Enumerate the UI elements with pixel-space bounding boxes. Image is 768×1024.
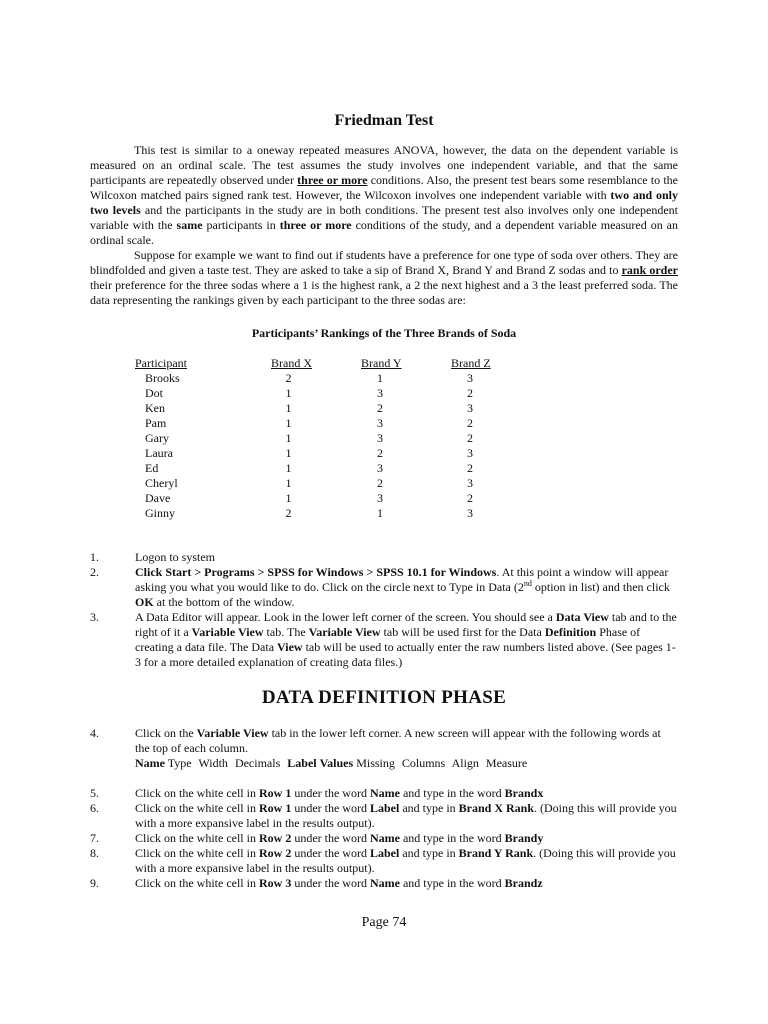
step-number: 4. <box>90 726 99 740</box>
text-segment: Measure <box>485 756 528 770</box>
rank-value: 2 <box>377 446 383 460</box>
text-segment: two and only two levels <box>90 188 678 217</box>
text-segment: Click on the white cell in <box>135 786 259 800</box>
participant-name: Gary <box>145 431 169 445</box>
table-row <box>135 476 501 491</box>
step-text <box>135 726 678 756</box>
page-number: Page 74 <box>361 915 407 930</box>
text-segment: Row 3 <box>258 876 292 890</box>
step-text <box>135 801 678 831</box>
step-number: 5. <box>90 786 99 800</box>
table-row <box>135 431 501 446</box>
text-segment: under the word <box>291 801 370 815</box>
text-segment: option in list) and then click <box>531 580 670 594</box>
rank-value: 3 <box>467 371 473 385</box>
step-text <box>135 610 678 670</box>
steps-list-setup <box>90 550 678 670</box>
text-segment: three or more <box>297 173 368 187</box>
step-item <box>90 565 678 610</box>
brand-y-rank <box>361 506 451 521</box>
table-row <box>135 446 501 461</box>
text-segment: and type in the word <box>399 831 505 845</box>
brand-y-rank <box>361 491 451 506</box>
text-segment: same <box>176 218 203 232</box>
rank-value: 1 <box>285 491 292 505</box>
table-row <box>135 371 501 386</box>
text-segment: Type <box>167 756 192 770</box>
rankings-table <box>135 356 501 521</box>
rank-value: 3 <box>467 506 473 520</box>
text-segment: their preference for the three sodas where a 1 is the highest rank, a 2 the next highest and a 3 the least preferred soda. The data representing the rankings given by each participant to the three sodas are: <box>90 278 678 307</box>
text-segment: and type in <box>399 846 459 860</box>
text-segment: This test is similar to a oneway repeated measures ANOVA, however, the data on the dependent variable is measured on an ordinal scale. The test assumes the study involves one independent variable, and that the same participants are repeatedly observed under <box>90 143 678 187</box>
brand-y-rank <box>361 416 451 431</box>
participant-name: Ed <box>145 461 159 475</box>
text-segment: participants in <box>202 218 280 232</box>
text-segment: Brand Y Rank <box>458 846 534 860</box>
text-segment: View <box>277 640 303 654</box>
step-text <box>135 550 678 565</box>
rank-value: 3 <box>467 446 473 460</box>
rank-value: 3 <box>377 491 383 505</box>
participant-name: Laura <box>145 446 173 460</box>
brand-z-rank <box>451 476 501 491</box>
step-item <box>90 726 678 771</box>
text-segment: Label <box>369 846 400 860</box>
table-row <box>135 401 501 416</box>
step-item <box>90 876 678 891</box>
rank-value: 2 <box>467 491 473 505</box>
rank-value: 2 <box>467 431 473 445</box>
text-segment: . (Doing this will provide you with a more expansive label in the results output). <box>135 801 677 830</box>
participant-name: Cheryl <box>145 476 178 490</box>
text-segment: and type in the word <box>399 786 505 800</box>
text-segment: Columns <box>401 756 446 770</box>
text-segment: Label <box>369 801 400 815</box>
brand-y-rank <box>361 431 451 446</box>
brand-x-rank <box>271 416 361 431</box>
brand-z-rank <box>451 506 501 521</box>
rank-value: 1 <box>285 401 292 415</box>
text-segment: Click on the white cell in <box>135 831 259 845</box>
column-header-brand-x: Brand X <box>271 356 312 370</box>
text-segment: Variable View <box>196 726 269 740</box>
brand-x-rank <box>271 371 361 386</box>
brand-z-rank <box>451 386 501 401</box>
step-number: 7. <box>90 831 99 845</box>
text-segment: under the word <box>291 876 370 890</box>
text-segment: Data View <box>555 610 609 624</box>
step-text <box>135 846 678 876</box>
text-segment: Name <box>369 786 400 800</box>
section-heading: DATA DEFINITION PHASE <box>261 687 507 708</box>
text-segment: and type in the word <box>399 876 505 890</box>
text-segment: Align <box>451 756 479 770</box>
table-body <box>135 371 501 521</box>
steps-list-definition <box>90 726 678 771</box>
text-segment: conditions of the study, and a dependent variable measured on an ordinal scale. <box>90 218 678 247</box>
rank-value: 3 <box>377 416 383 430</box>
text-segment: Click Start > Programs > SPSS for Windows > SPSS 10.1 for Windows <box>135 565 497 579</box>
text-segment: Variable View <box>308 625 381 639</box>
rank-value: 2 <box>285 371 292 385</box>
participant-name: Ginny <box>145 506 175 520</box>
rank-value: 1 <box>285 431 292 445</box>
text-segment: Row 2 <box>258 846 292 860</box>
text-segment: Row 1 <box>258 786 292 800</box>
brand-x-rank <box>271 461 361 476</box>
brand-y-rank <box>361 446 451 461</box>
text-segment: Click on the white cell in <box>135 876 259 890</box>
step-text <box>135 565 678 610</box>
participant-name: Dave <box>145 491 171 505</box>
text-segment: Brand X Rank <box>458 801 535 815</box>
text-segment: under the word <box>291 786 370 800</box>
step-number: 2. <box>90 565 99 579</box>
text-segment: Logon to system <box>135 550 215 564</box>
brand-y-rank <box>361 476 451 491</box>
text-segment: Row 1 <box>258 801 292 815</box>
rank-value: 1 <box>285 461 292 475</box>
text-segment: tab and to the right of it a <box>135 610 677 639</box>
brand-x-rank <box>271 491 361 506</box>
text-segment: Variable View <box>191 625 264 639</box>
text-segment: Phase of creating a data file. The Data <box>135 625 641 654</box>
text-segment: . (Doing this will provide you with a more expansive label in the results output). <box>135 846 676 875</box>
text-segment: Width <box>198 756 228 770</box>
step-item <box>90 786 678 801</box>
brand-z-rank <box>451 431 501 446</box>
text-segment: under the word <box>291 831 370 845</box>
step-number: 1. <box>90 550 99 564</box>
step-number: 8. <box>90 846 99 860</box>
table-row <box>135 461 501 476</box>
rank-value: 2 <box>467 416 473 430</box>
text-segment: rank order <box>621 263 679 277</box>
step-item <box>90 801 678 831</box>
text-segment: Brandz <box>504 876 543 890</box>
brand-x-rank <box>271 401 361 416</box>
text-segment: Name <box>369 876 400 890</box>
rank-value: 2 <box>377 476 383 490</box>
rank-value: 2 <box>377 401 383 415</box>
text-segment: Row 2 <box>258 831 292 845</box>
brand-x-rank <box>271 476 361 491</box>
text-segment: Name <box>135 756 165 770</box>
text-segment: Name <box>369 831 400 845</box>
text-segment: . At this point a window will appear asking you what you would like to do. Click on the circle next to Type in Data (2 <box>135 565 669 594</box>
text-segment: tab will be used to actually enter the raw numbers listed above. (See pages 1-3 for a more detailed explanation of creating data files.) <box>135 640 676 669</box>
text-segment: Decimals <box>234 756 281 770</box>
step-number: 9. <box>90 876 99 890</box>
text-segment: and type in <box>399 801 459 815</box>
brand-y-rank <box>361 386 451 401</box>
table-row <box>135 491 501 506</box>
text-segment: tab. The <box>263 625 309 639</box>
text-segment: Brandy <box>504 831 544 845</box>
column-header-participant: Participant <box>135 356 187 370</box>
text-segment: nd <box>523 579 532 588</box>
intro-paragraph-1 <box>90 143 678 248</box>
table-row <box>135 416 501 431</box>
brand-z-rank <box>451 491 501 506</box>
page-title: Friedman Test <box>334 112 434 129</box>
rank-value: 1 <box>285 386 292 400</box>
rank-value: 3 <box>467 476 473 490</box>
text-segment: tab will be used first for the Data <box>380 625 545 639</box>
text-segment: tab in the lower left corner. A new screen will appear with the following words at the top of each column. <box>135 726 661 755</box>
brand-y-rank <box>361 401 451 416</box>
text-segment: Click on the white cell in <box>135 846 259 860</box>
brand-y-rank <box>361 371 451 386</box>
rank-value: 2 <box>467 461 473 475</box>
step-text <box>135 786 678 801</box>
rank-value: 3 <box>377 461 383 475</box>
table-title: Participants’ Rankings of the Three Brands of Soda <box>251 326 517 340</box>
participant-name: Ken <box>145 401 165 415</box>
text-segment: three or more <box>279 218 352 232</box>
brand-x-rank <box>271 386 361 401</box>
brand-y-rank <box>361 461 451 476</box>
brand-z-rank <box>451 371 501 386</box>
column-header-brand-y: Brand Y <box>361 356 402 370</box>
rank-value: 3 <box>377 386 383 400</box>
table-row <box>135 386 501 401</box>
variable-view-column-names <box>135 756 678 771</box>
text-segment: Click on the white cell in <box>135 801 259 815</box>
rank-value: 2 <box>467 386 473 400</box>
rank-value: 2 <box>285 506 292 520</box>
rank-value: 3 <box>467 401 473 415</box>
step-text <box>135 876 678 891</box>
rank-value: 3 <box>377 431 383 445</box>
text-segment: Click on the <box>135 726 197 740</box>
step-item <box>90 550 678 565</box>
rank-value: 1 <box>285 476 292 490</box>
brand-z-rank <box>451 461 501 476</box>
brand-x-rank <box>271 506 361 521</box>
column-header-brand-z: Brand Z <box>451 356 491 370</box>
text-segment: at the bottom of the window. <box>153 595 295 609</box>
participant-name: Brooks <box>145 371 180 385</box>
text-segment: Label <box>287 756 317 770</box>
text-segment: and the participants in the study are in both conditions. The present test also involves only one independent variable with the <box>90 203 678 232</box>
steps-list-variables <box>90 786 678 891</box>
text-segment: Suppose for example we want to find out if students have a preference for one type of soda over others. They are blindfolded and given a taste test. They are asked to take a sip of Brand X, Brand Y and Brand Z sodas and to <box>90 248 678 277</box>
brand-z-rank <box>451 446 501 461</box>
brand-z-rank <box>451 401 501 416</box>
brand-z-rank <box>451 416 501 431</box>
table-header-row <box>135 356 501 371</box>
step-number: 6. <box>90 801 99 815</box>
text-segment: Brandx <box>504 786 544 800</box>
rank-value: 1 <box>377 371 383 385</box>
rank-value: 1 <box>285 416 292 430</box>
step-number: 3. <box>90 610 99 624</box>
text-segment: OK <box>135 595 154 609</box>
text-segment: A Data Editor will appear. Look in the lower left corner of the screen. You should see a <box>135 610 556 624</box>
intro-text <box>90 143 678 308</box>
table-row <box>135 506 501 521</box>
step-text <box>135 831 678 846</box>
step-item <box>90 846 678 876</box>
step-item <box>90 831 678 846</box>
participant-name: Dot <box>145 386 163 400</box>
text-segment: Definition <box>544 625 597 639</box>
brand-x-rank <box>271 446 361 461</box>
intro-paragraph-2 <box>90 248 678 308</box>
rank-value: 1 <box>285 446 292 460</box>
rank-value: 1 <box>377 506 383 520</box>
brand-x-rank <box>271 431 361 446</box>
text-segment: Values <box>319 756 354 770</box>
text-segment: conditions. Also, the present test bears some resemblance to the Wilcoxon matched pairs signed rank test. However, the Wilcoxon involves one independent variable with <box>90 173 678 202</box>
text-segment: Missing <box>356 756 395 770</box>
text-segment: under the word <box>291 846 370 860</box>
step-item <box>90 610 678 670</box>
participant-name: Pam <box>145 416 167 430</box>
